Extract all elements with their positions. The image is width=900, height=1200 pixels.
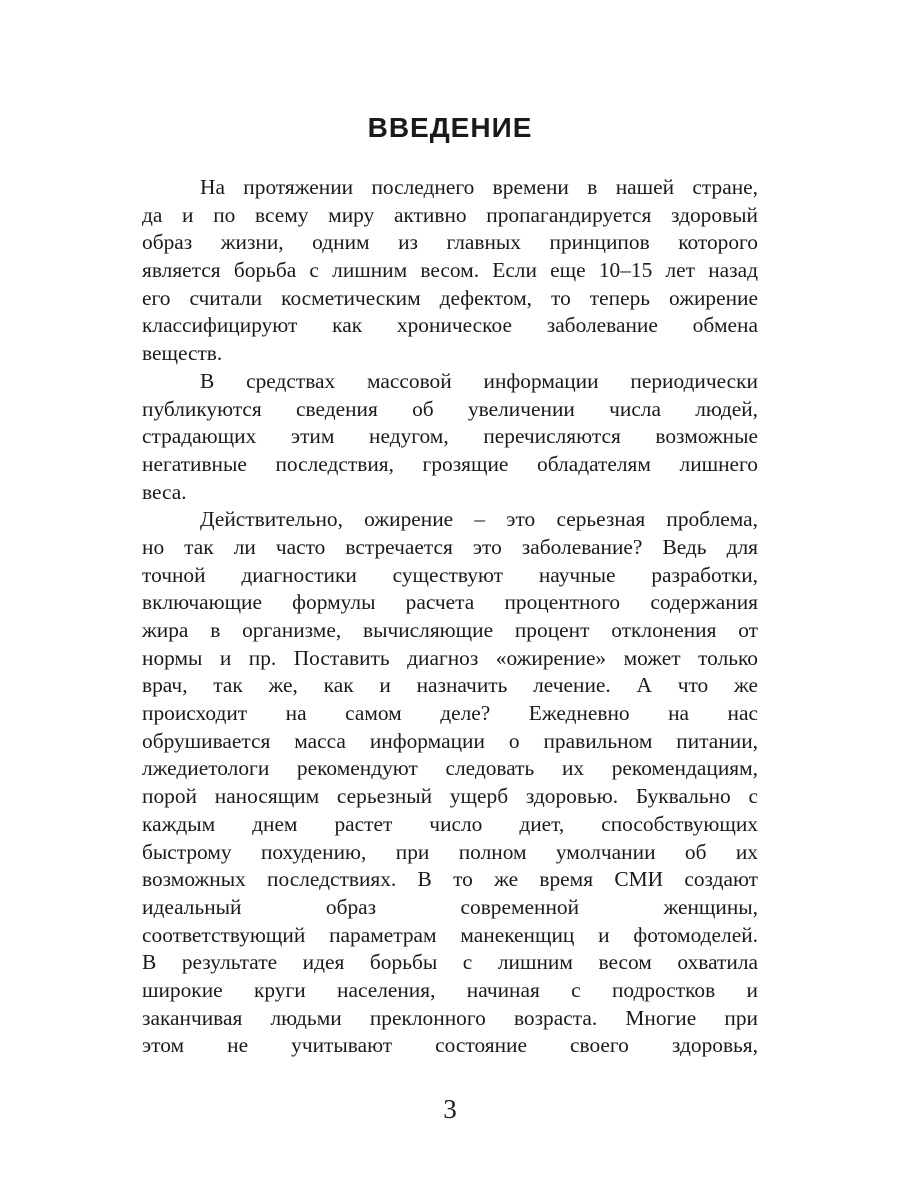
- text-line: включающие формулы расчета процентного содержания: [142, 590, 758, 615]
- text-line: соответствующий параметрам манекенщиц и фотомоделей.: [142, 922, 758, 947]
- text-line: обрушивается масса информации о правильном питании,: [142, 728, 758, 753]
- text-line: этом не учитывают состояние своего здоровья,: [142, 1033, 758, 1058]
- text-line: лжедиетологи рекомендуют следовать их рекомендациям,: [142, 756, 758, 781]
- text-line: классифицируют как хроническое заболевание обмена: [142, 313, 758, 338]
- text-line: нормы и пр. Поставить диагноз «ожирение» может только: [142, 645, 758, 670]
- text-line: негативные последствия, грозящие обладателям лишнего: [142, 451, 758, 476]
- text-line: Действительно, ожирение – это серьезная проблема,: [200, 507, 758, 532]
- page-number: 3: [443, 1094, 457, 1124]
- text-line: страдающих этим недугом, перечисляются возможные: [142, 424, 758, 449]
- text-line: веса.: [142, 479, 187, 504]
- text-line: идеальный образ современной женщины,: [142, 894, 758, 919]
- text-line: быстрому похудению, при полном умолчании об их: [142, 839, 758, 864]
- text-line: его считали косметическим дефектом, то теперь ожирение: [142, 285, 758, 310]
- text-line: широкие круги населения, начиная с подростков и: [142, 977, 758, 1002]
- text-line: точной диагностики существуют научные разработки,: [142, 562, 758, 587]
- text-line: но так ли часто встречается это заболевание? Ведь для: [142, 534, 758, 559]
- text-line: врач, так же, как и назначить лечение. А что же: [142, 673, 758, 698]
- text-line: каждым днем растет число диет, способствующих: [142, 811, 758, 836]
- text-line: является борьба с лишним весом. Если еще 10–15 лет назад: [142, 258, 758, 283]
- text-line: На протяжении последнего времени в нашей стране,: [200, 175, 758, 199]
- text-line: возможных последствиях. В то же время СМИ создают: [142, 867, 758, 892]
- text-line: веществ.: [142, 341, 223, 366]
- text-line: жира в организме, вычисляющие процент отклонения от: [142, 618, 758, 642]
- text-line: порой наносящим серьезный ущерб здоровью. Буквально с: [142, 784, 758, 809]
- text-line: публикуются сведения об увеличении числа людей,: [142, 396, 758, 421]
- text-line: происходит на самом деле? Ежедневно на нас: [142, 701, 758, 726]
- text-line: заканчивая людьми преклонного возраста. Многие при: [142, 1005, 758, 1030]
- text-line: да и по всему миру активно пропагандируется здоровый: [142, 202, 758, 227]
- text-line: В результате идея борьбы с лишним весом охватила: [142, 950, 758, 975]
- chapter-title: ВВЕДЕНИЕ: [367, 112, 533, 143]
- body-text: [142, 174, 758, 1060]
- text-line: образ жизни, одним из главных принципов которого: [142, 230, 758, 255]
- text-line: В средствах массовой информации периодически: [200, 368, 758, 393]
